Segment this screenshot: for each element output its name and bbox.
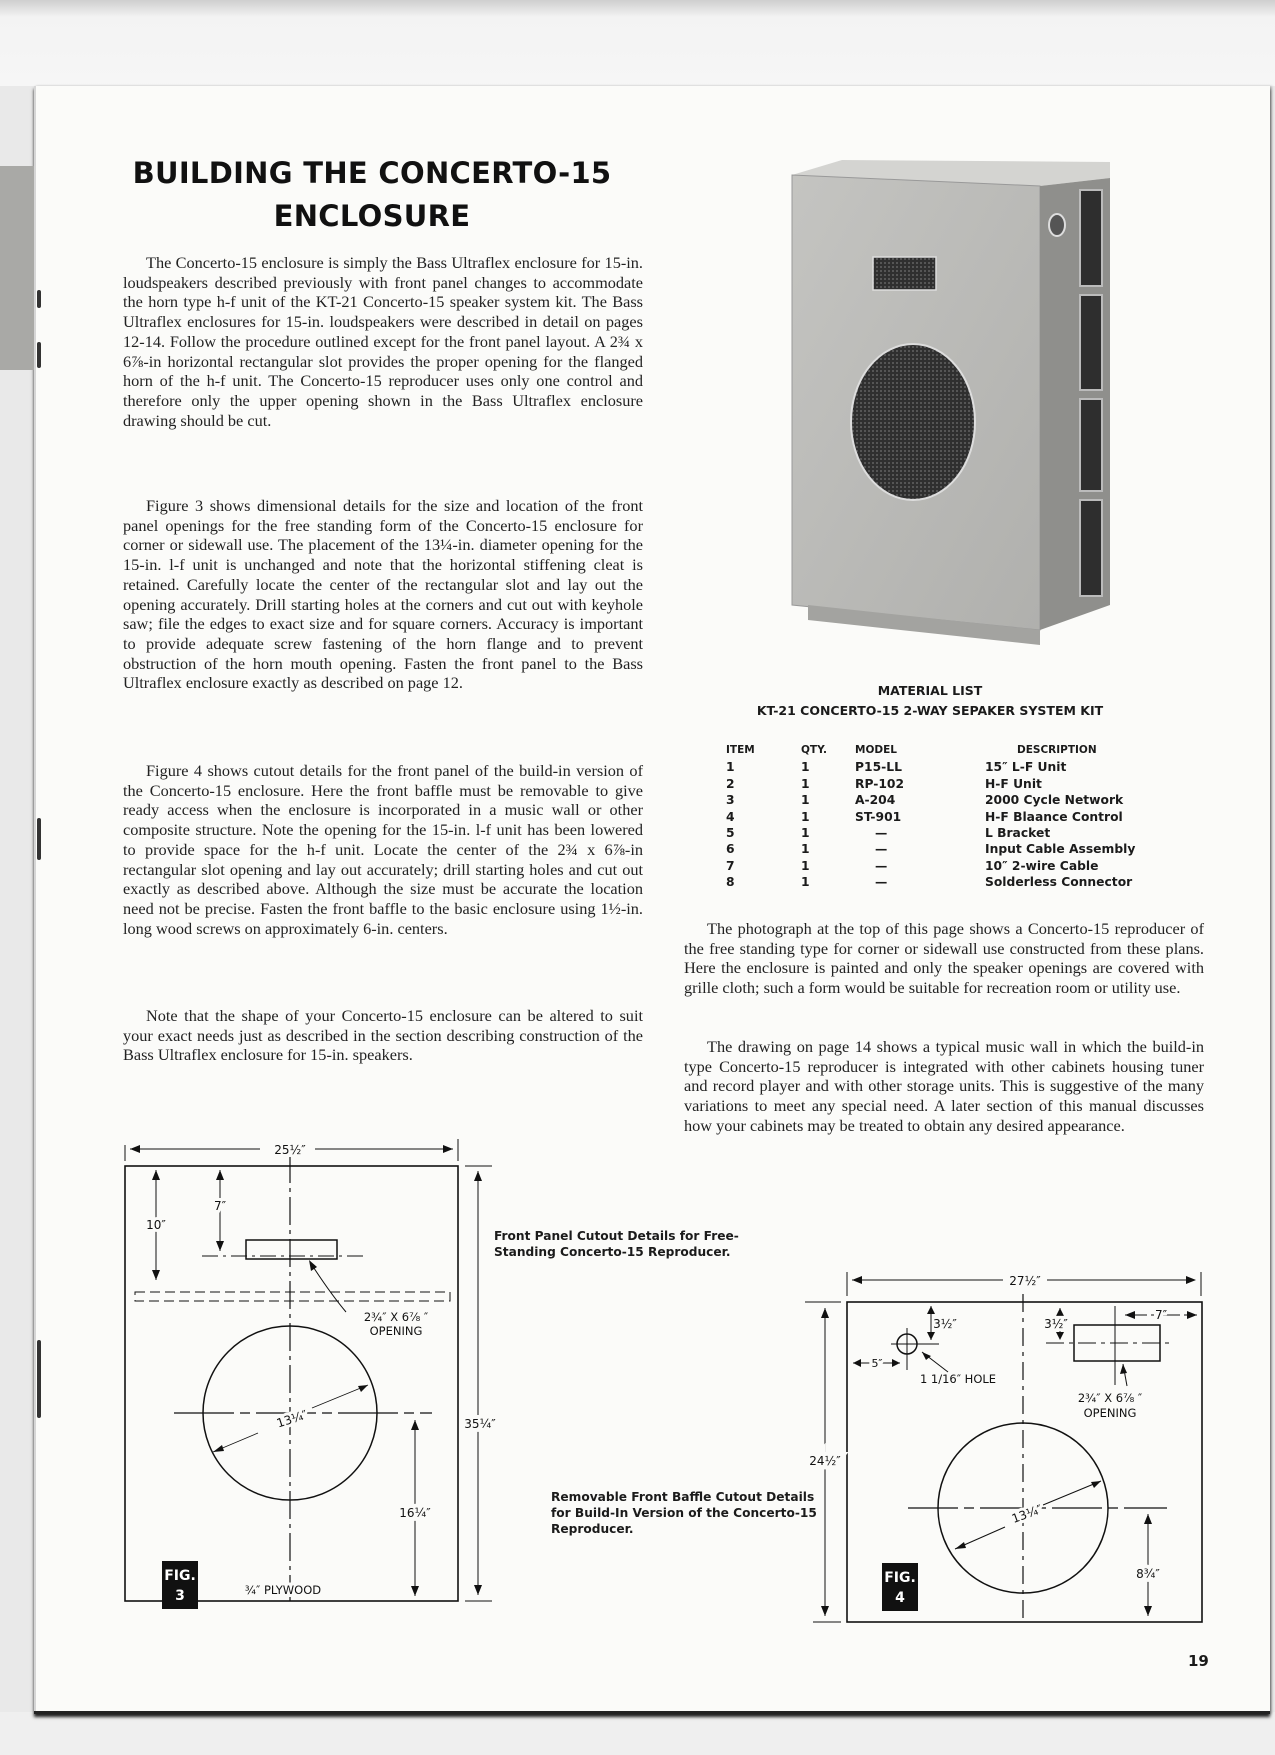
fig3-circle-diameter-label: 13¼″ bbox=[274, 1407, 310, 1431]
fig3-stiffening-cleat bbox=[135, 1292, 450, 1301]
item-description: H-F Blaance Control bbox=[985, 809, 1123, 824]
fig3-slot-opening-label: OPENING bbox=[369, 1324, 423, 1338]
fig3-slot-from-top-label: 7″ bbox=[213, 1199, 227, 1213]
item-number: 2 bbox=[726, 776, 735, 791]
fig3-label-fig: FIG. bbox=[164, 1568, 196, 1584]
material-list-header-row bbox=[718, 742, 1135, 759]
left-paragraph-4: Note that the shape of your Concerto-15 enclosure can be altered to suit your exact needs just as described in the section describing construction of the Bass Ultraflex enclosure for 15-in. speakers. bbox=[123, 1006, 643, 1065]
left-paragraph-2: Figure 3 shows dimensional details for the size and location of the front panel openings for the free standing form of the Concerto-15 enclosure for corner or sidewall use. The placement of the 13¼-in. diameter opening for the 15-in. l-f unit is unchanged and note that the horizontal stiffening cleat is retained. Carefully locate the center of the rectangular slot and lay out the opening accurately. Drill starting holes at the corners and cut out with keyhole saw; file the edges to exact size and for square corners. Accuracy is important to provide adequate screw fastening of the horn flange and to prevent obstruction of the horn mouth opening. Fasten the front panel to the Bass Ultraflex enclosure exactly as described on page 12. bbox=[123, 496, 643, 693]
fig3-height-label: 35¼″ bbox=[464, 1417, 496, 1431]
item-number: 1 bbox=[726, 760, 735, 775]
fig4-label-number: 4 bbox=[895, 1590, 905, 1606]
material-list-row bbox=[718, 759, 1135, 775]
page-number: 19 bbox=[1188, 1652, 1209, 1670]
material-list-row bbox=[718, 825, 1135, 841]
page-title bbox=[112, 152, 632, 238]
item-number: 7 bbox=[726, 858, 735, 873]
item-description: Solderless Connector bbox=[985, 875, 1133, 890]
item-number: 3 bbox=[726, 793, 735, 808]
item-model: — bbox=[875, 858, 888, 873]
fig4-slot-from-right-label: 7″ bbox=[1154, 1308, 1168, 1322]
material-list-row bbox=[718, 841, 1135, 857]
material-list-table bbox=[718, 742, 1135, 891]
side-port bbox=[1080, 500, 1102, 596]
item-number: 8 bbox=[726, 875, 735, 890]
left-paragraph-3: Figure 4 shows cutout details for the front panel of the build-in version of the Concerto-15 enclosure. Here the front baffle must be removable to give ready access when the enclosure is incorporated in a music wall or other composite structure. Note the opening for the 15-in. l-f unit has been lowered to provide space for the h-f unit. Locate the center of the 2¾ x 6⅞-in rectangular slot opening and lay out accurately; drill starting holes and cut out exactly as described above. Although the size must be accurate the location need not be precise. Fasten the front baffle to the basic enclosure using 1½-in. long wood screws on approximately 6-in. centers. bbox=[123, 761, 643, 938]
right-paragraph-2: The drawing on page 14 shows a typical music wall in which the build-in type Concerto-15 reproducer is integrated with other cabinets housing tuner and record player and with other storage units. This is suggestive of the many variations to meet any special need. A later section of this manual discusses how your cabinets may be treated to obtain any desired appearance. bbox=[684, 1037, 1204, 1135]
material-list-row bbox=[718, 874, 1135, 890]
item-number: 6 bbox=[726, 842, 735, 857]
fig4-hole-from-top-label: 3½″ bbox=[933, 1317, 957, 1331]
col-header-item: ITEM bbox=[726, 744, 755, 756]
item-number: 5 bbox=[726, 826, 735, 841]
item-qty: 1 bbox=[801, 793, 810, 808]
fig3-slot-size-label: 2¾″ X 6⅞ ″ bbox=[363, 1310, 429, 1324]
left-paragraph-1: The Concerto-15 enclosure is simply the Bass Ultraflex enclosure for 15-in. loudspeakers described previously with front panel changes to accommodate the horn type h-f unit of the KT-21 Concerto-15 speaker system kit. The Bass Ultraflex enclosures for 15-in. loudspeakers were described in detail on pages 12-14. Follow the procedure outlined except for the front panel layout. A 2¾ x 6⅞-in horizontal rectangular slot provides the proper opening for the flanged horn of the h-f unit. The Concerto-15 reproducer uses only one control and therefore only the upper opening shown in the Bass Ultraflex enclosure drawing should be cut. bbox=[123, 253, 643, 430]
scan-background-top bbox=[0, 0, 1275, 86]
item-model: — bbox=[875, 826, 888, 841]
page-title-line1: BUILDING THE CONCERTO-15 bbox=[132, 156, 612, 190]
fig4-center-height-label: 8¾″ bbox=[1136, 1567, 1160, 1581]
side-port bbox=[1080, 190, 1102, 286]
col-header-model: MODEL bbox=[855, 744, 897, 756]
item-model: ST-901 bbox=[855, 809, 902, 824]
item-number: 4 bbox=[726, 809, 735, 824]
item-description: L Bracket bbox=[985, 826, 1051, 841]
fig3-label-number: 3 bbox=[175, 1588, 185, 1604]
item-model: RP-102 bbox=[855, 776, 905, 791]
binding-edge bbox=[34, 86, 36, 1711]
figure-4-caption: Removable Front Baffle Cutout Details for Build-In Version of the Concerto-15 Reproducer. bbox=[551, 1490, 817, 1536]
binding-strip bbox=[0, 166, 34, 370]
item-model: P15-LL bbox=[855, 760, 902, 775]
item-qty: 1 bbox=[801, 760, 810, 775]
fig4-label-fig: FIG. bbox=[884, 1570, 916, 1586]
item-qty: 1 bbox=[801, 809, 810, 824]
fig4-circle-diameter-label: 13¼″ bbox=[1009, 1502, 1045, 1526]
fig3-cleat-from-top-label: 10″ bbox=[146, 1218, 166, 1232]
figure-3-drawing bbox=[110, 1125, 510, 1635]
material-list-title: MATERIAL LIST bbox=[877, 683, 983, 698]
item-description: 15″ L-F Unit bbox=[985, 760, 1067, 775]
material-list-subtitle: KT-21 CONCERTO-15 2-WAY SEPAKER SYSTEM KIT bbox=[756, 703, 1104, 718]
col-header-qty: QTY. bbox=[801, 744, 827, 756]
control-knob-icon bbox=[1049, 214, 1065, 236]
item-qty: 1 bbox=[801, 858, 810, 873]
fig4-slot-from-top-label: 3½″ bbox=[1044, 1317, 1068, 1331]
figure-4-drawing bbox=[805, 1260, 1215, 1630]
item-description: 2000 Cycle Network bbox=[985, 793, 1124, 808]
binding-hole-mark bbox=[37, 342, 41, 368]
side-port bbox=[1080, 295, 1102, 390]
fig3-center-height-label: 16¼″ bbox=[399, 1506, 431, 1520]
material-list-row bbox=[718, 809, 1135, 825]
item-model: — bbox=[875, 842, 888, 857]
fig4-slot-size-label: 2¾″ X 6⅞ ″ bbox=[1077, 1391, 1143, 1405]
figure-3-caption: Front Panel Cutout Details for Free-Standing Concerto-15 Reproducer. bbox=[494, 1229, 739, 1259]
item-qty: 1 bbox=[801, 776, 810, 791]
fig3-material-label: ¾″ PLYWOOD bbox=[244, 1583, 322, 1597]
binding-hole-mark bbox=[37, 1340, 41, 1418]
item-description: H-F Unit bbox=[985, 776, 1042, 791]
col-header-description: DESCRIPTION bbox=[1017, 744, 1097, 756]
fig4-height-label: 24½″ bbox=[809, 1454, 841, 1468]
fig4-hole-size-label: 1 1/16″ HOLE bbox=[919, 1372, 997, 1386]
fig4-hole-from-left-label: 5″ bbox=[871, 1357, 883, 1370]
item-qty: 1 bbox=[801, 842, 810, 857]
fig4-slot-opening-label: OPENING bbox=[1083, 1406, 1137, 1420]
side-port bbox=[1080, 399, 1102, 491]
page-title-line2: ENCLOSURE bbox=[273, 199, 471, 233]
hf-grille-slot bbox=[873, 257, 936, 290]
fig3-width-label: 25½″ bbox=[274, 1143, 306, 1157]
material-list-row bbox=[718, 792, 1135, 808]
binding-hole-mark bbox=[37, 818, 41, 860]
material-list-row bbox=[718, 858, 1135, 874]
material-list-row bbox=[718, 776, 1135, 792]
item-model: — bbox=[875, 875, 888, 890]
fig3-panel-outline bbox=[125, 1166, 458, 1601]
binding-hole-mark bbox=[37, 290, 41, 308]
scan-background-bottom bbox=[0, 1712, 1275, 1755]
item-qty: 1 bbox=[801, 875, 810, 890]
fig4-width-label: 27½″ bbox=[1009, 1274, 1041, 1288]
item-qty: 1 bbox=[801, 826, 810, 841]
lf-grille-circle bbox=[851, 344, 975, 500]
right-paragraph-1: The photograph at the top of this page shows a Concerto-15 reproducer of the free standing type for corner or sidewall use constructed from these plans. Here the enclosure is painted and only the speaker openings are covered with grille cloth; such a form would be suitable for recreation room or utility use. bbox=[684, 919, 1204, 998]
item-description: Input Cable Assembly bbox=[985, 842, 1136, 857]
item-model: A-204 bbox=[855, 793, 896, 808]
item-description: 10″ 2-wire Cable bbox=[985, 858, 1099, 873]
enclosure-photo bbox=[780, 150, 1140, 650]
